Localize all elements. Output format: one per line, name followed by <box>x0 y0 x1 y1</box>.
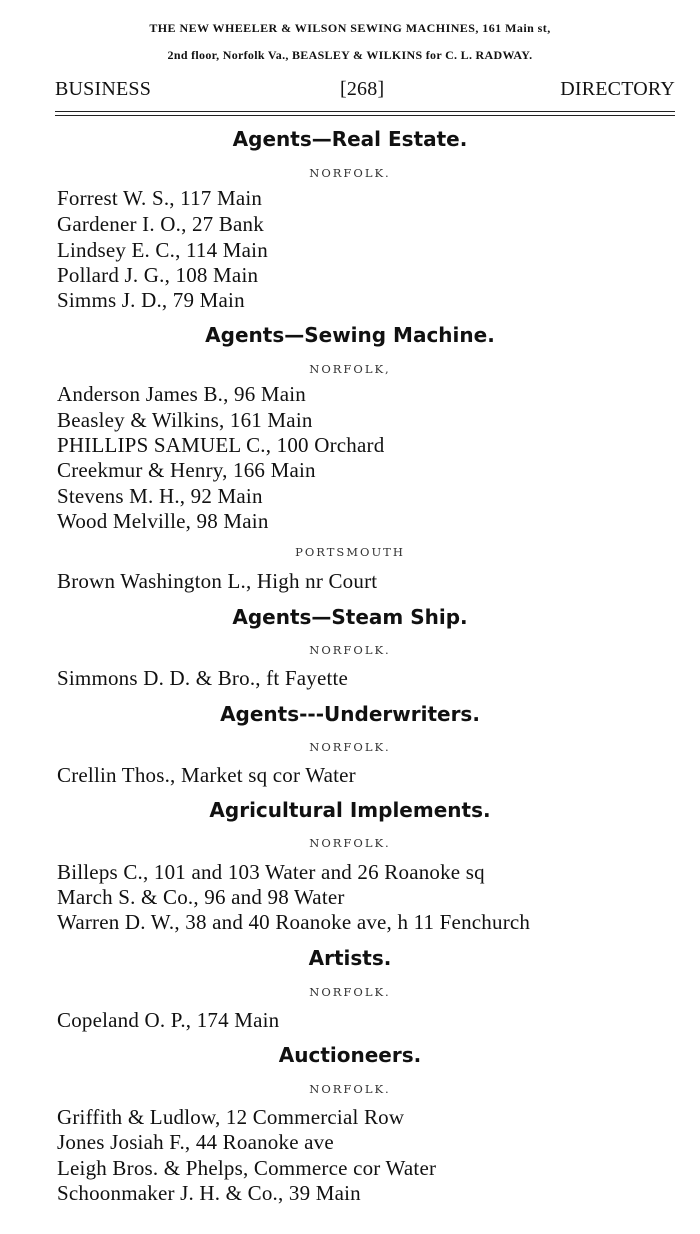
list-item: Creekmur & Henry, 166 Main <box>57 458 316 482</box>
header-rule-bottom <box>55 115 675 116</box>
list-item: Warren D. W., 38 and 40 Roanoke ave, h 11 Fenchurch <box>57 910 531 934</box>
header-right: DIRECTORY <box>560 78 675 100</box>
list-item: March S. & Co., 96 and 98 Water <box>57 885 345 909</box>
section-title: Agricultural Implements. <box>209 798 491 822</box>
list-item: PHILLIPS SAMUEL C., 100 Orchard <box>57 433 385 457</box>
list-item: Crellin Thos., Market sq cor Water <box>57 763 356 787</box>
page-number: [268] <box>340 78 385 100</box>
list-item: Wood Melville, 98 Main <box>57 509 269 533</box>
section-title: Agents—Steam Ship. <box>232 605 468 629</box>
town-heading: NORFOLK. <box>309 1082 391 1096</box>
list-item: Stevens M. H., 92 Main <box>57 484 263 508</box>
list-item: Copeland O. P., 174 Main <box>57 1008 280 1032</box>
town-heading: NORFOLK. <box>309 166 391 180</box>
section-title: Agents—Sewing Machine. <box>205 323 495 347</box>
list-item: Simms J. D., 79 Main <box>57 288 245 312</box>
list-item: Gardener I. O., 27 Bank <box>57 212 264 236</box>
list-item: Billeps C., 101 and 103 Water and 26 Roanoke sq <box>57 860 485 884</box>
section-title: Artists. <box>308 946 392 970</box>
town-heading: PORTSMOUTH <box>295 545 405 559</box>
section-title: Agents---Underwriters. <box>220 702 480 726</box>
town-heading: NORFOLK, <box>309 362 391 376</box>
list-item: Simmons D. D. & Bro., ft Fayette <box>57 666 349 690</box>
header-rule-top <box>55 111 675 112</box>
list-item: Leigh Bros. & Phelps, Commerce cor Water <box>57 1156 437 1180</box>
list-item: Forrest W. S., 117 Main <box>57 186 263 210</box>
town-heading: NORFOLK. <box>309 836 391 850</box>
list-item: Anderson James B., 96 Main <box>57 382 307 406</box>
list-item: Brown Washington L., High nr Court <box>57 569 378 593</box>
running-header <box>55 78 675 104</box>
list-item: Schoonmaker J. H. & Co., 39 Main <box>57 1181 361 1205</box>
section-title: Auctioneers. <box>278 1043 422 1067</box>
town-heading: NORFOLK. <box>309 740 391 754</box>
list-item: Jones Josiah F., 44 Roanoke ave <box>57 1130 334 1154</box>
advertisement-line-2: 2nd floor, Norfolk Va., BEASLEY & WILKINS for C. L. RADWAY. <box>167 48 533 62</box>
header-left: BUSINESS <box>55 78 152 100</box>
town-heading: NORFOLK. <box>309 985 391 999</box>
advertisement-line-1: THE NEW WHEELER & WILSON SEWING MACHINES, 161 Main st, <box>149 21 551 35</box>
list-item: Lindsey E. C., 114 Main <box>57 238 268 262</box>
section-title: Agents—Real Estate. <box>232 127 468 151</box>
list-item: Beasley & Wilkins, 161 Main <box>57 408 313 432</box>
town-heading: NORFOLK. <box>309 643 391 657</box>
list-item: Griffith & Ludlow, 12 Commercial Row <box>57 1105 405 1129</box>
list-item: Pollard J. G., 108 Main <box>57 263 259 287</box>
